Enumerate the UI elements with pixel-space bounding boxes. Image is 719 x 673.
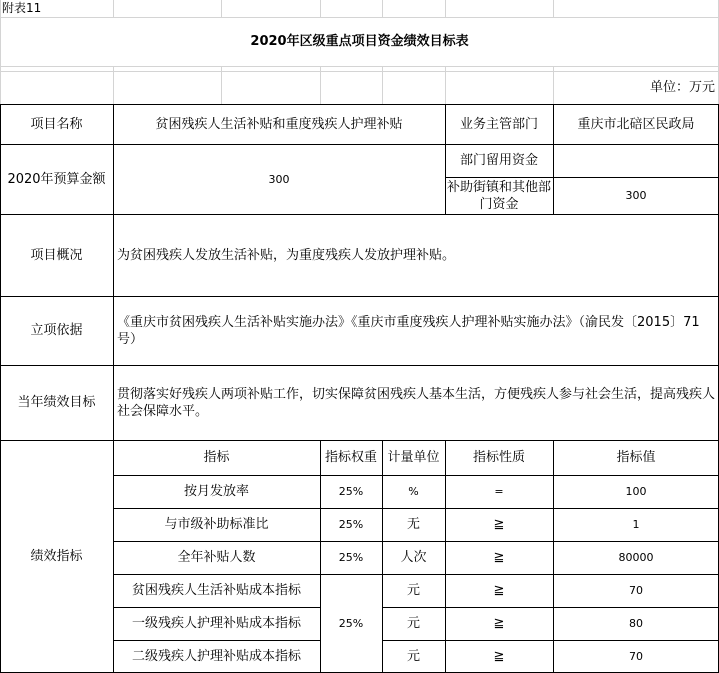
budget-label: 2020年预算金额: [7, 171, 106, 187]
indicator-value: 80000: [618, 551, 654, 564]
indicator-unit: 元: [406, 648, 420, 664]
basis-text: 《重庆市贫困残疾人生活补贴实施办法》《重庆市重度残疾人护理补贴实施办法》（渝民发〔2015〕71号）: [117, 314, 700, 347]
indicator-weight: 25%: [338, 518, 364, 531]
indicator-unit: 无: [406, 517, 420, 532]
unit-label: 单位：万元: [649, 80, 715, 95]
grid-line: [113, 66, 114, 104]
budget-value: 300: [268, 172, 290, 186]
indicator-value: 80: [629, 617, 643, 630]
dept-value: 重庆市北碚区民政局: [577, 116, 695, 132]
indicator-name: 贫困残疾人生活补贴成本指标: [131, 583, 301, 598]
grid-line: [320, 0, 321, 17]
indicator-header-unit: 计量单位: [387, 450, 440, 465]
grid-line: [221, 66, 222, 104]
indicator-unit: 元: [406, 616, 420, 631]
indicator-unit: 人次: [400, 550, 427, 565]
grid-line: [113, 0, 114, 17]
subsidy-funds-value: 300: [625, 189, 647, 202]
indicator-header-value: 指标值: [616, 450, 656, 465]
indicator-nature: ≧: [493, 616, 505, 631]
indicator-name: 二级残疾人护理补贴成本指标: [131, 648, 301, 664]
indicator-weight-merged: 25%: [338, 617, 364, 630]
indicator-value: 100: [625, 485, 647, 498]
indicator-weight: 25%: [338, 485, 364, 498]
overview-text: 为贫困残疾人发放生活补贴，为重度残疾人发放护理补贴。: [117, 247, 456, 263]
grid-line: [320, 66, 321, 104]
indicator-header-weight: 指标权重: [324, 450, 377, 465]
indicator-nature: ≧: [493, 583, 505, 598]
retained-funds-value: [553, 144, 719, 177]
attachment-label: 附表11: [2, 1, 42, 15]
annual-goal-text: 贯彻落实好残疾人两项补贴工作，切实保障贫困残疾人基本生活，方便残疾人参与社会生活，提高残疾人社会保障水平。: [117, 386, 716, 419]
retained-funds-label: 部门留用资金: [459, 153, 538, 168]
indicator-nature: ≧: [493, 648, 505, 664]
grid-line: [445, 0, 446, 17]
indicator-name: 与市级补助标准比: [164, 517, 269, 532]
basis-label: 立项依据: [30, 323, 83, 338]
indicator-unit: 元: [406, 583, 420, 598]
indicator-value: 1: [632, 518, 640, 531]
overview-label: 项目概况: [30, 247, 83, 263]
subsidy-funds-label: 补助街镇和其他部门资金: [447, 179, 552, 212]
indicator-name: 全年补贴人数: [177, 550, 256, 565]
grid-line: [221, 0, 222, 17]
project-name-label: 项目名称: [30, 116, 83, 132]
project-name-value: 贫困残疾人生活补贴和重度残疾人护理补贴: [155, 116, 403, 132]
indicator-nature: =: [494, 485, 504, 498]
grid-line: [553, 0, 554, 17]
indicator-header-nature: 指标性质: [472, 450, 525, 465]
page-title: 2020年区级重点项目资金绩效目标表: [250, 34, 469, 49]
indicator-weight: 25%: [338, 551, 364, 564]
indicator-value: 70: [629, 649, 643, 663]
indicator-header-name: 指标: [203, 450, 230, 465]
indicator-nature: ≧: [493, 550, 505, 565]
annual-goal-label: 当年绩效目标: [17, 395, 96, 410]
grid-line: [382, 66, 383, 104]
indicator-name: 一级残疾人护理补贴成本指标: [131, 616, 301, 631]
dept-label: 业务主管部门: [459, 116, 538, 132]
grid-line: [382, 0, 383, 17]
indicator-name: 按月发放率: [183, 484, 249, 499]
indicator-value: 70: [629, 584, 643, 597]
indicators-label: 绩效指标: [30, 549, 83, 564]
indicator-nature: ≧: [493, 517, 505, 532]
indicator-unit: %: [408, 485, 419, 498]
grid-line: [0, 66, 719, 67]
grid-line: [445, 66, 446, 104]
